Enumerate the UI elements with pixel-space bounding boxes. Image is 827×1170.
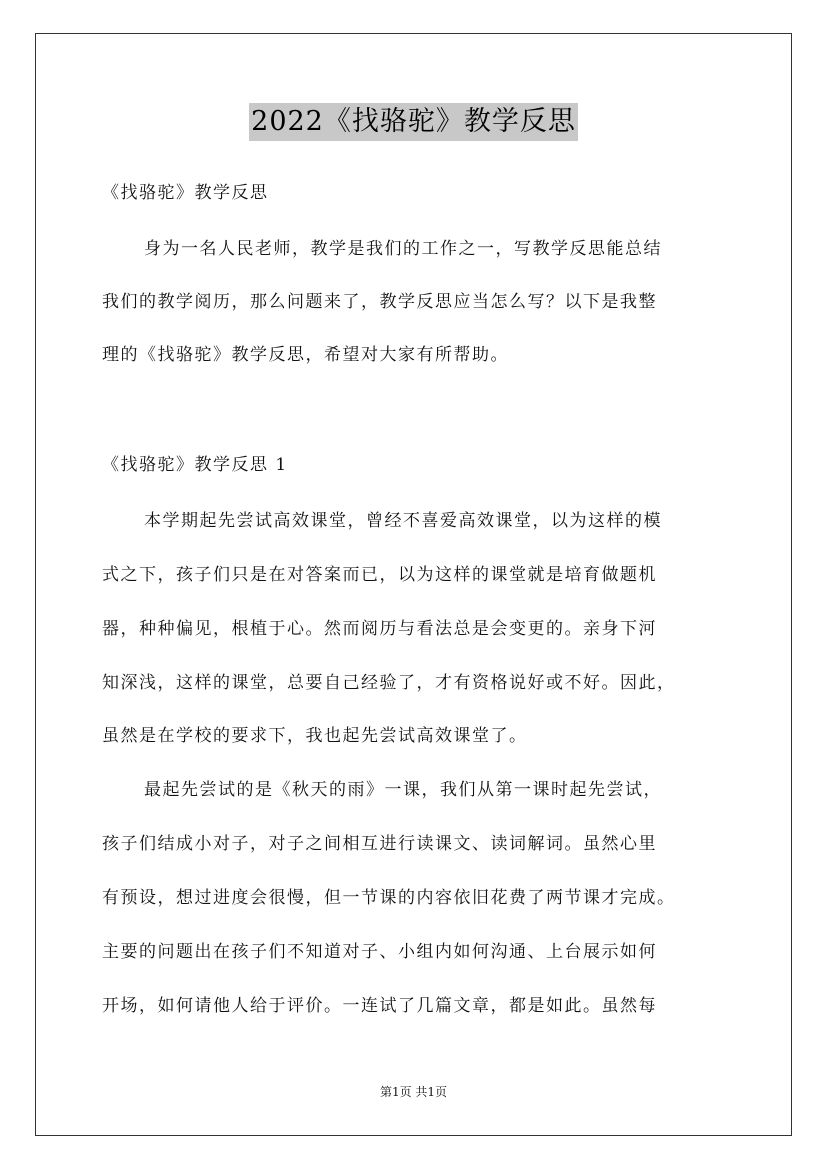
para2-line-4: 主要的问题出在孩子们不知道对子、小组内如何沟通、上台展示如何 <box>102 942 657 962</box>
para2-line-2: 孩子们结成小对子，对子之间相互进行读课文、读词解词。虽然心里 <box>102 834 657 854</box>
para2-line-1: 最起先尝试的是《秋天的雨》一课，我们从第一课时起先尝试， <box>144 780 662 800</box>
para1-line-1: 本学期起先尝试高效课堂，曾经不喜爱高效课堂，以为这样的模 <box>144 511 662 531</box>
intro-line-2: 我们的教学阅历，那么问题来了，教学反思应当怎么写？以下是我整 <box>102 292 657 312</box>
para1-line-5: 虽然是在学校的要求下，我也起先尝试高效课堂了。 <box>102 726 528 746</box>
para1-line-4: 知深浅，这样的课堂，总要自己经验了，才有资格说好或不好。因此， <box>102 673 676 693</box>
title-container <box>0 103 827 141</box>
page-footer: 第1页 共1页 <box>379 1085 448 1099</box>
para1-line-3: 器，种种偏见，根植于心。然而阅历与看法总是会变更的。亲身下河 <box>102 619 657 639</box>
document-title: 2022《找骆驼》教学反思 <box>249 103 578 141</box>
para1-line-2: 式之下，孩子们只是在对答案而已，以为这样的课堂就是培育做题机 <box>102 565 657 585</box>
intro-line-1: 身为一名人民老师，教学是我们的工作之一，写教学反思能总结 <box>144 239 662 259</box>
intro-line-3: 理的《找骆驼》教学反思，希望对大家有所帮助。 <box>102 345 509 365</box>
para2-line-3: 有预设，想过进度会很慢，但一节课的内容依旧花费了两节课才完成。 <box>102 888 676 908</box>
subtitle: 《找骆驼》教学反思 <box>102 183 269 203</box>
section-heading: 《找骆驼》教学反思 1 <box>102 455 288 475</box>
para2-line-5: 开场，如何请他人给于评价。一连试了几篇文章，都是如此。虽然每 <box>102 996 657 1016</box>
